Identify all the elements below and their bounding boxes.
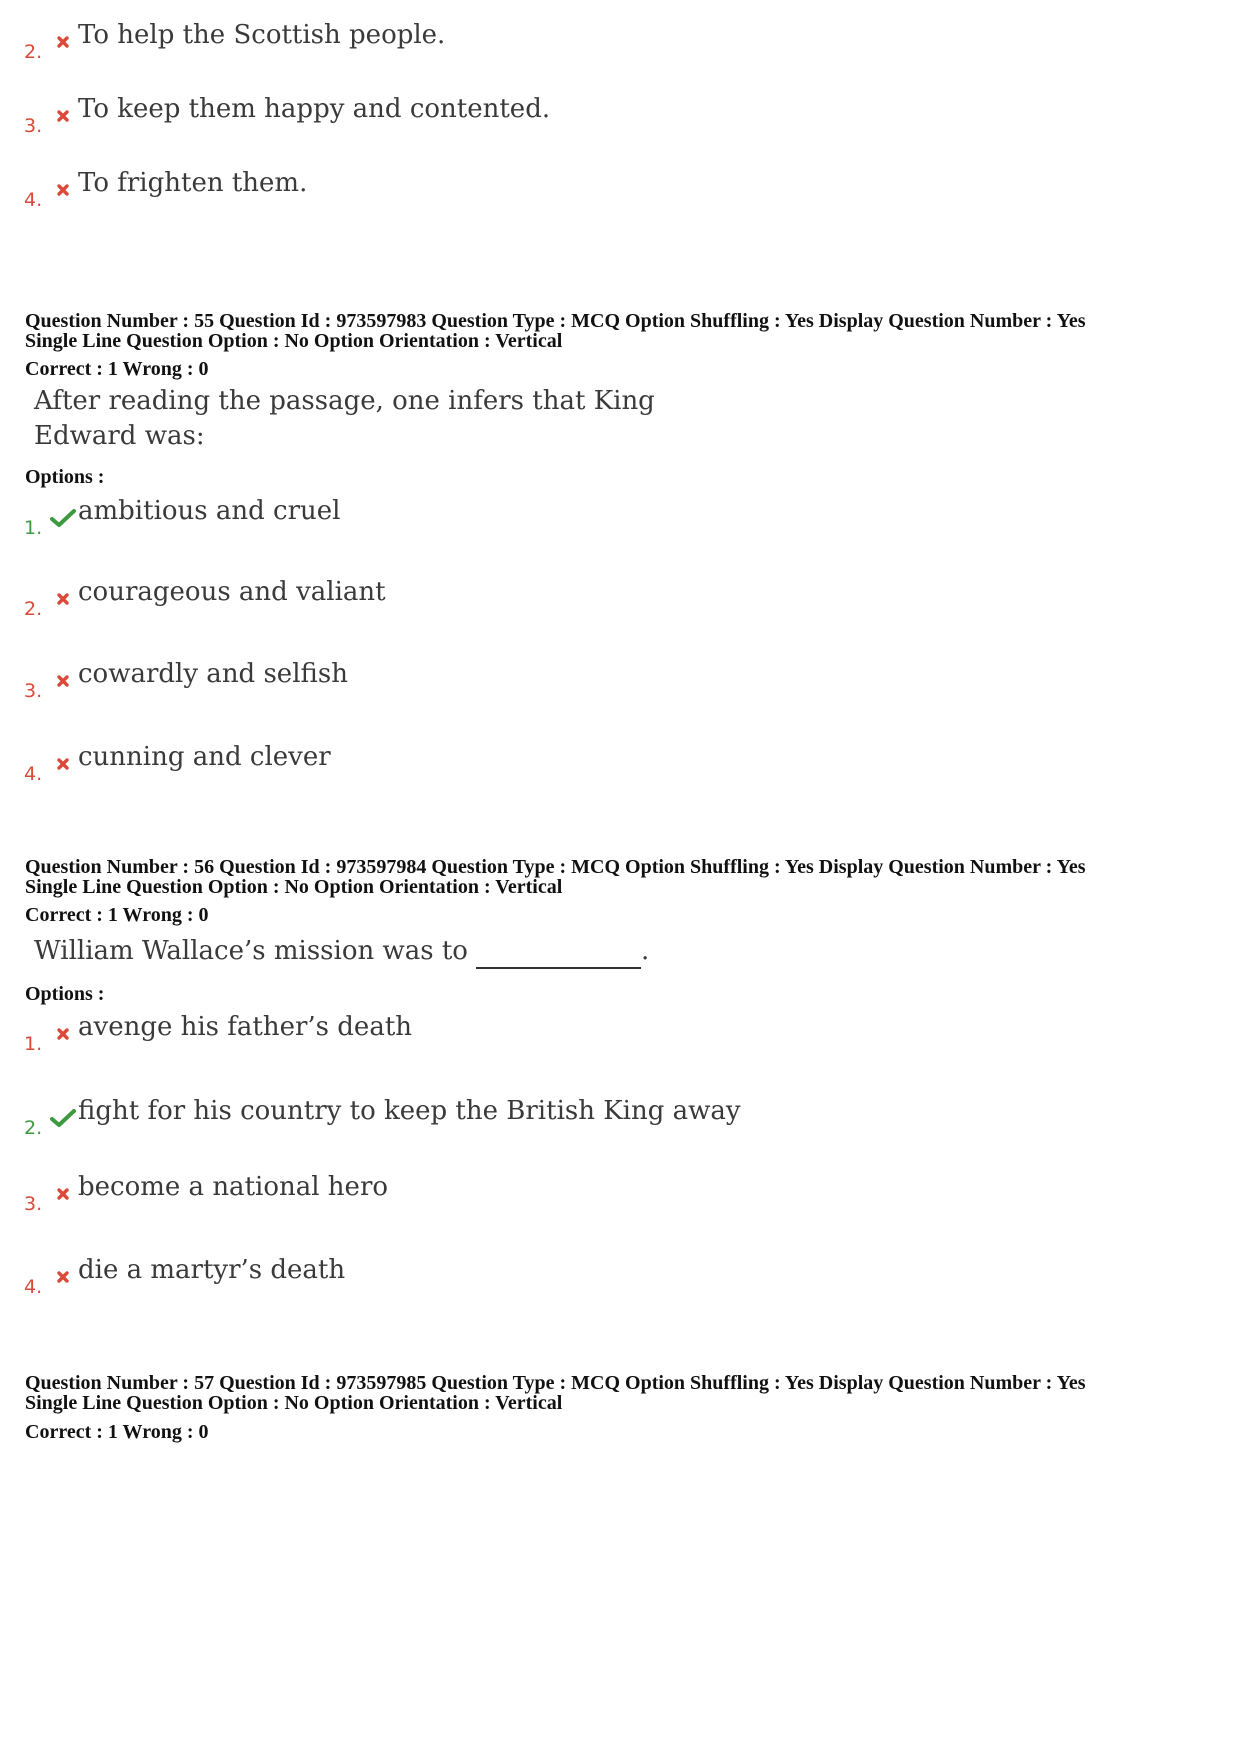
question-end-punct: . [640,936,650,966]
check-icon [48,506,78,530]
cross-icon [48,30,78,54]
option-text: die a martyr’s death [78,1255,346,1285]
option-number: 3. [24,115,43,137]
question-meta-line: Question Number : 56 Question Id : 973597984 Question Type : MCQ Option Shuffling : Yes Display Question Number : Yes [25,856,1086,878]
options-label: Options : [25,466,105,488]
option-number: 4. [24,1276,43,1298]
option-text: To help the Scottish people. [78,20,446,50]
option-number: 4. [24,189,43,211]
question-meta-line: Question Number : 57 Question Id : 973597985 Question Type : MCQ Option Shuffling : Yes Display Question Number : Yes [25,1372,1086,1394]
question-meta-line: Question Number : 55 Question Id : 973597983 Question Type : MCQ Option Shuffling : Yes Display Question Number : Yes [25,310,1086,332]
option-row [24,742,331,785]
option-text: fight for his country to keep the British King away [78,1096,741,1126]
question-text [34,934,649,969]
option-row [24,1012,413,1055]
option-text: avenge his father’s death [78,1012,413,1042]
check-icon [48,1106,78,1130]
option-row [24,1172,389,1215]
cross-icon [48,587,78,611]
cross-icon [48,669,78,693]
option-row [24,168,308,211]
option-number: 2. [24,41,43,63]
option-row [24,1255,346,1298]
option-text: ambitious and cruel [78,496,341,526]
option-number: 3. [24,1193,43,1215]
question-text-line: William Wallace’s mission was to [34,936,468,966]
question-score: Correct : 1 Wrong : 0 [25,904,209,926]
option-number: 2. [24,598,43,620]
question-meta-line: Single Line Question Option : No Option Orientation : Vertical [25,1392,563,1414]
option-number: 3. [24,680,43,702]
option-row [24,659,348,702]
question-meta-line: Single Line Question Option : No Option Orientation : Vertical [25,330,563,352]
question-meta-line: Single Line Question Option : No Option Orientation : Vertical [25,876,563,898]
option-number: 1. [24,517,43,539]
question-score: Correct : 1 Wrong : 0 [25,358,209,380]
option-text: cowardly and selfish [78,659,348,689]
cross-icon [48,178,78,202]
option-text: To frighten them. [78,168,308,198]
options-label: Options : [25,983,105,1005]
cross-icon [48,1182,78,1206]
option-row [24,577,386,620]
question-score: Correct : 1 Wrong : 0 [25,1421,209,1443]
cross-icon [48,1265,78,1289]
cross-icon [48,752,78,776]
question-text-line: After reading the passage, one infers that King [34,386,655,416]
option-row [24,94,551,137]
question-text [34,384,655,454]
option-number: 4. [24,763,43,785]
cross-icon [48,104,78,128]
option-text: cunning and clever [78,742,331,772]
cross-icon [48,1022,78,1046]
option-row [24,496,341,539]
answer-blank [476,943,641,969]
question-text-line: Edward was: [34,421,205,451]
option-number: 2. [24,1117,43,1139]
option-row [24,20,446,63]
option-text: To keep them happy and contented. [78,94,551,124]
option-number: 1. [24,1033,43,1055]
option-text: become a national hero [78,1172,389,1202]
option-text: courageous and valiant [78,577,386,607]
option-row [24,1096,741,1139]
